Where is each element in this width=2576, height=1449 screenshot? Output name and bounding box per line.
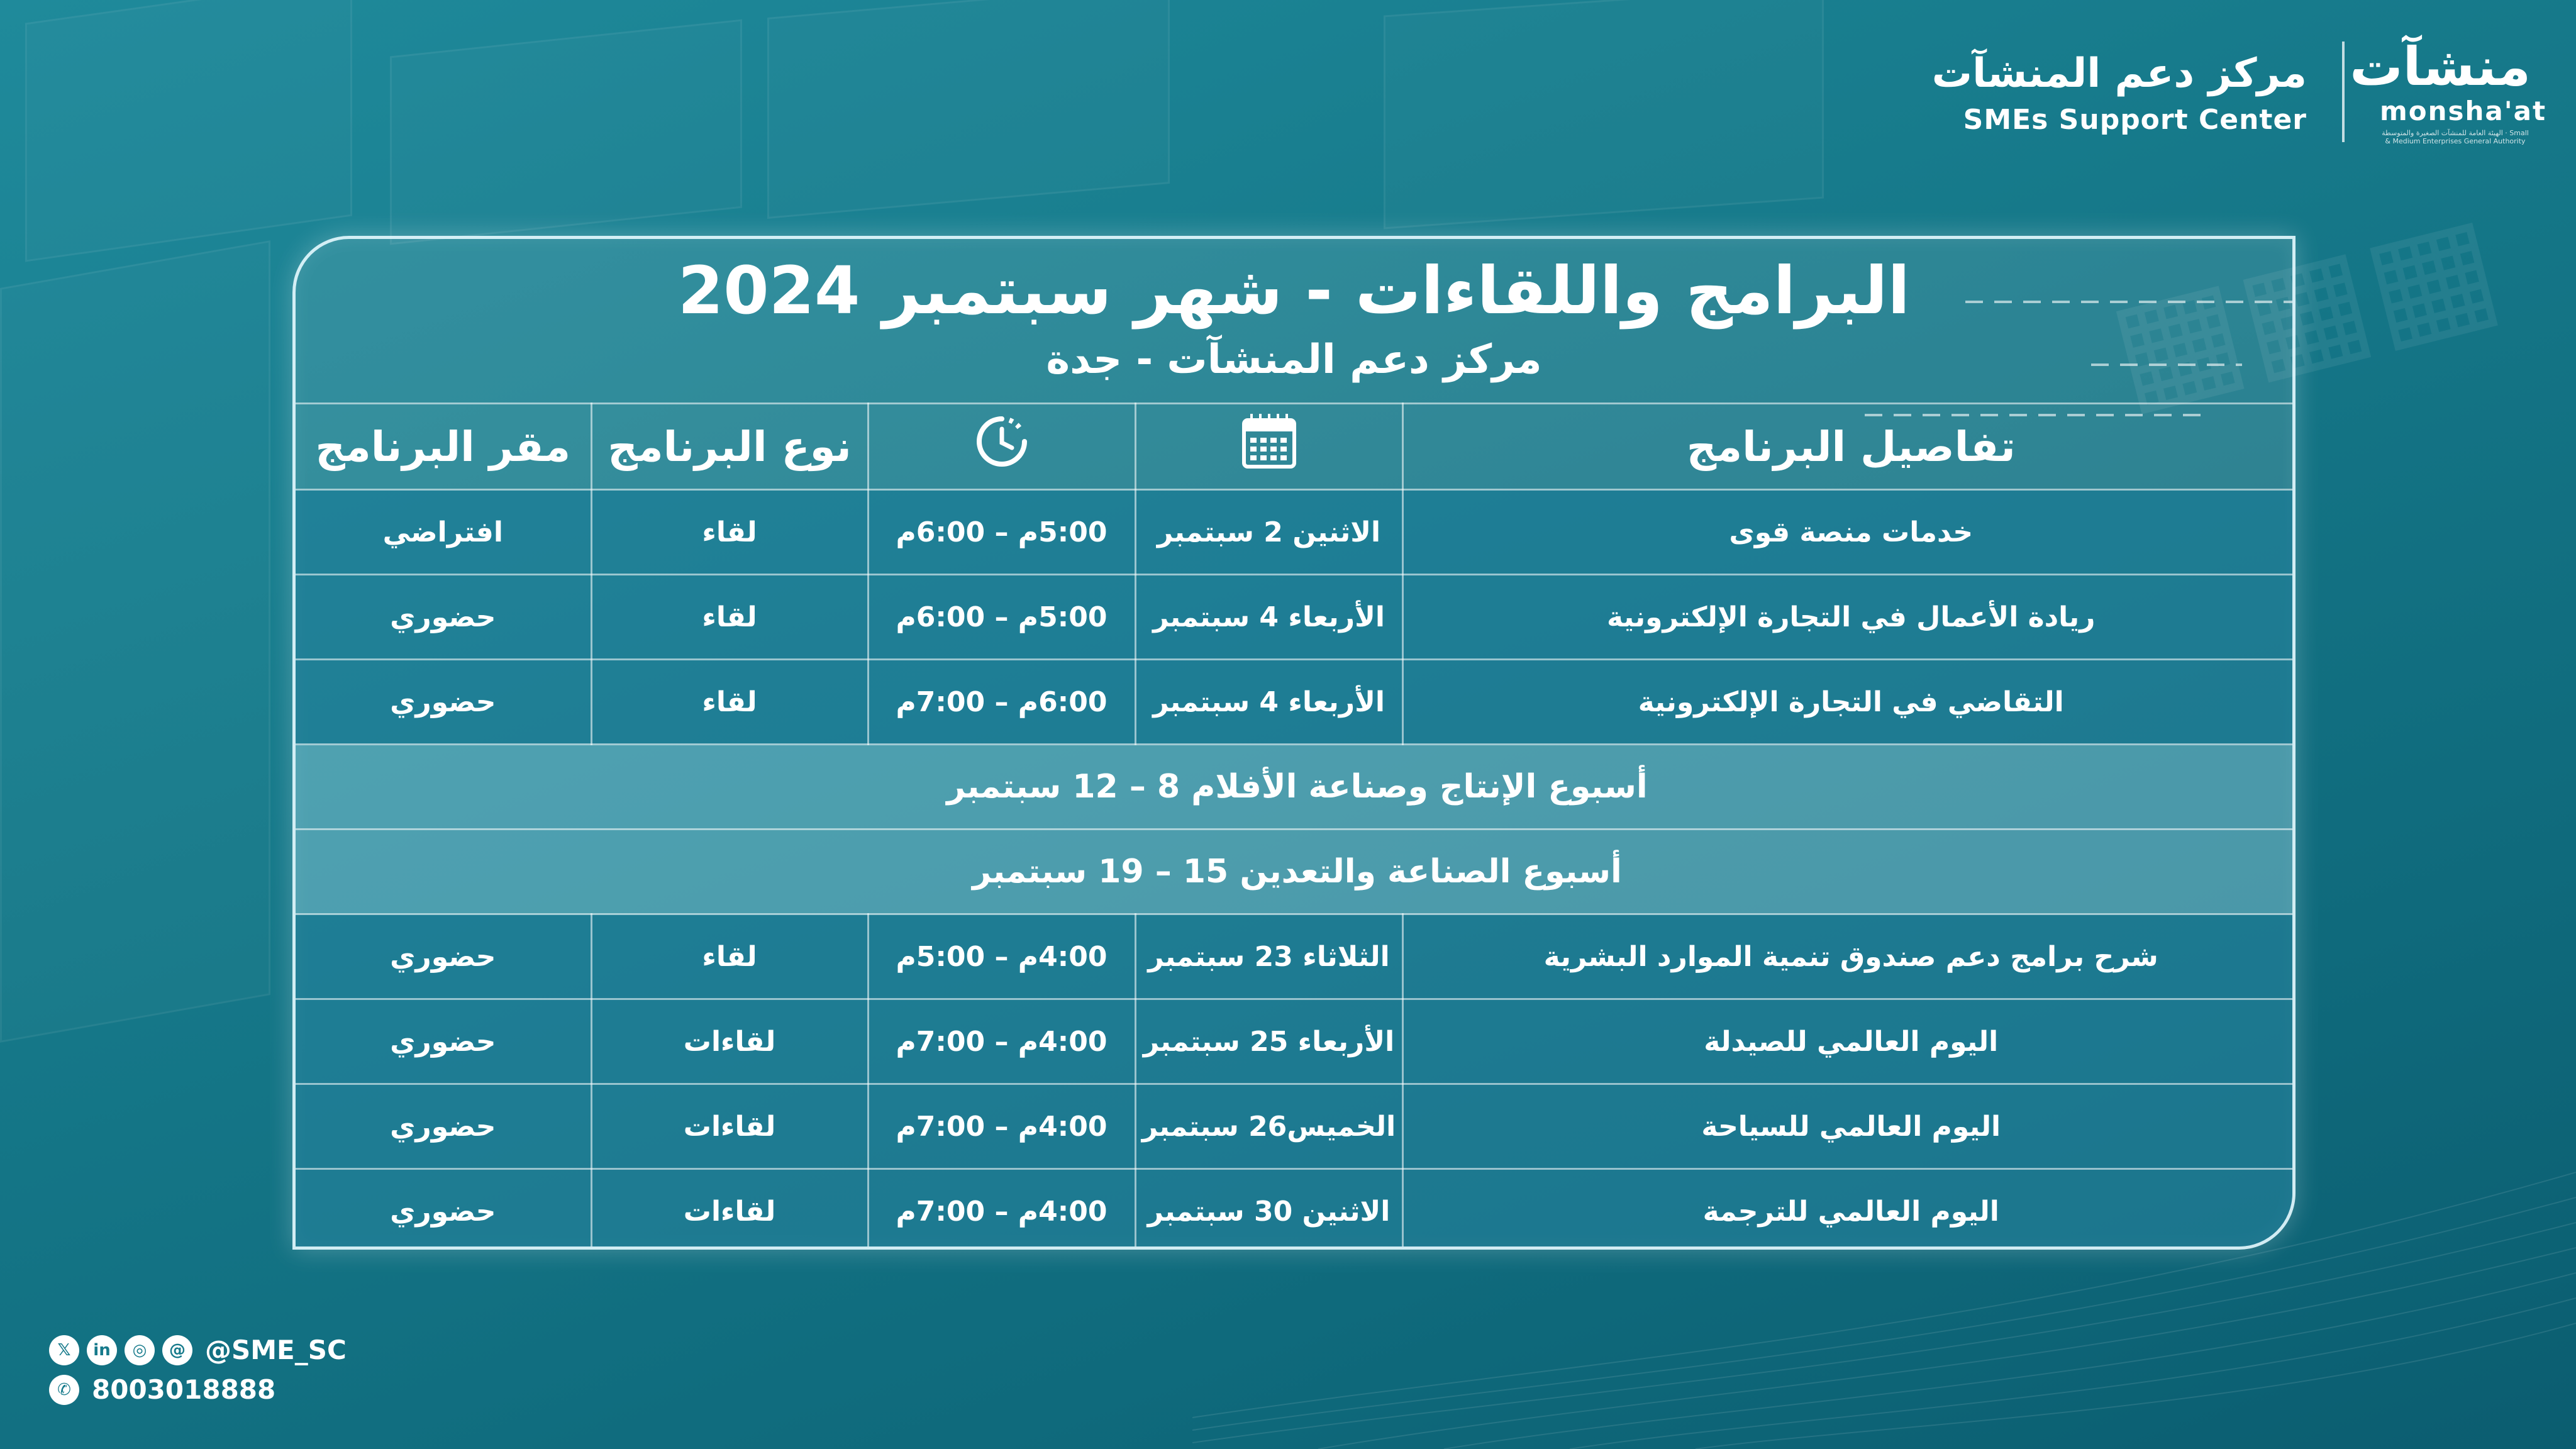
cell-type: لقاء: [591, 575, 868, 660]
cell-venue: حضوري: [296, 1169, 591, 1250]
cell-details: ريادة الأعمال في التجارة الإلكترونية: [1402, 575, 2296, 660]
cell-type: لقاءات: [591, 1084, 868, 1169]
cell-time: 4:00م – 7:00م: [868, 999, 1135, 1084]
cell-date: الأربعاء 4 سبتمبر: [1135, 660, 1402, 745]
logo-ar: منشآت: [2350, 36, 2531, 97]
phone-row: [49, 1374, 347, 1405]
cell-type: لقاءات: [591, 999, 868, 1084]
cell-time: 4:00م – 5:00م: [868, 914, 1135, 999]
clock-icon: [972, 411, 1032, 482]
cell-venue: حضوري: [296, 914, 591, 999]
cell-date: الثلاثاء 23 سبتمبر: [1135, 914, 1402, 999]
social-row: [49, 1335, 347, 1365]
page-subtitle: مركز دعم المنشآت - جدة: [1046, 336, 1542, 383]
center-name-ar: مركز دعم المنشآت: [1931, 50, 2307, 97]
cell-details: شرح برامج دعم صندوق تنمية الموارد البشرية: [1402, 914, 2296, 999]
cell-time: 4:00م – 7:00م: [868, 1084, 1135, 1169]
cell-venue: حضوري: [296, 999, 591, 1084]
header-venue: مقر البرنامج: [296, 404, 591, 490]
cell-date: الاثنين 30 سبتمبر: [1135, 1169, 1402, 1250]
table-row: [296, 1084, 2296, 1169]
cell-details: اليوم العالمي للصيدلة: [1402, 999, 2296, 1084]
cell-time: 5:00م – 6:00م: [868, 490, 1135, 575]
cell-venue: حضوري: [296, 660, 591, 745]
page-title: البرامج واللقاءات - شهر سبتمبر 2024: [677, 252, 1911, 329]
footer-contact: [49, 1326, 347, 1405]
logo-subtitle: الهيئة العامة للمنشآت الصغيرة والمتوسطة · Small & Medium Enterprises General Authority: [2382, 129, 2529, 146]
table-row: [296, 575, 2296, 660]
instagram-icon[interactable]: ◎: [125, 1335, 155, 1365]
cell-venue: افتراضي: [296, 490, 591, 575]
brand-divider: [2342, 42, 2345, 142]
header-date: [1135, 404, 1402, 490]
table-row: [296, 914, 2296, 999]
cell-time: 5:00م – 6:00م: [868, 575, 1135, 660]
center-name: [1932, 48, 2307, 136]
cell-type: لقاء: [591, 914, 868, 999]
phone-number[interactable]: 8003018888: [92, 1374, 276, 1405]
cell-venue: حضوري: [296, 1084, 591, 1169]
brand-header: [1931, 36, 2547, 146]
cell-type: لقاء: [591, 490, 868, 575]
cell-time: 6:00م – 7:00م: [868, 660, 1135, 745]
week-band-row: [296, 745, 2296, 830]
center-name-en: SMEs Support Center: [1963, 103, 2307, 136]
cell-time: 4:00م – 7:00م: [868, 1169, 1135, 1250]
cell-details: اليوم العالمي للترجمة: [1402, 1169, 2296, 1250]
logo-en: monsha'at: [2380, 96, 2547, 127]
week-band-industry: أسبوع الصناعة والتعدين 15 – 19 سبتمبر: [296, 830, 2296, 914]
monshaat-logo: [2350, 36, 2547, 146]
cell-type: لقاء: [591, 660, 868, 745]
cell-venue: حضوري: [296, 575, 591, 660]
table-header-row: [296, 404, 2296, 490]
cell-date: الاثنين 2 سبتمبر: [1135, 490, 1402, 575]
cell-details: خدمات منصة قوى: [1402, 490, 2296, 575]
threads-icon[interactable]: @: [162, 1335, 192, 1365]
header-type: نوع البرنامج: [591, 404, 868, 490]
cell-type: لقاءات: [591, 1169, 868, 1250]
table-row: [296, 490, 2296, 575]
schedule-table: [296, 402, 2296, 1250]
cell-details: التقاضي في التجارة الإلكترونية: [1402, 660, 2296, 745]
social-handle[interactable]: @SME_SC: [205, 1335, 347, 1365]
schedule-card: [292, 236, 2296, 1250]
week-band-film: أسبوع الإنتاج وصناعة الأفلام 8 – 12 سبتمبر: [296, 745, 2296, 830]
week-band-row: [296, 830, 2296, 914]
cell-date: الأربعاء 4 سبتمبر: [1135, 575, 1402, 660]
header-details: تفاصيل البرنامج: [1402, 404, 2296, 490]
phone-icon: ✆: [49, 1375, 79, 1405]
building-watermark: ▦▦▦: [2094, 181, 2514, 433]
x-icon[interactable]: 𝕏: [49, 1335, 79, 1365]
cell-date: الأربعاء 25 سبتمبر: [1135, 999, 1402, 1084]
header-time: [868, 404, 1135, 490]
table-row: [296, 999, 2296, 1084]
cell-date: الخميس26 سبتمبر: [1135, 1084, 1402, 1169]
table-row: [296, 1169, 2296, 1250]
table-row: [296, 660, 2296, 745]
cell-details: اليوم العالمي للسياحة: [1402, 1084, 2296, 1169]
calendar-icon: [1239, 411, 1299, 482]
linkedin-icon[interactable]: in: [87, 1335, 117, 1365]
